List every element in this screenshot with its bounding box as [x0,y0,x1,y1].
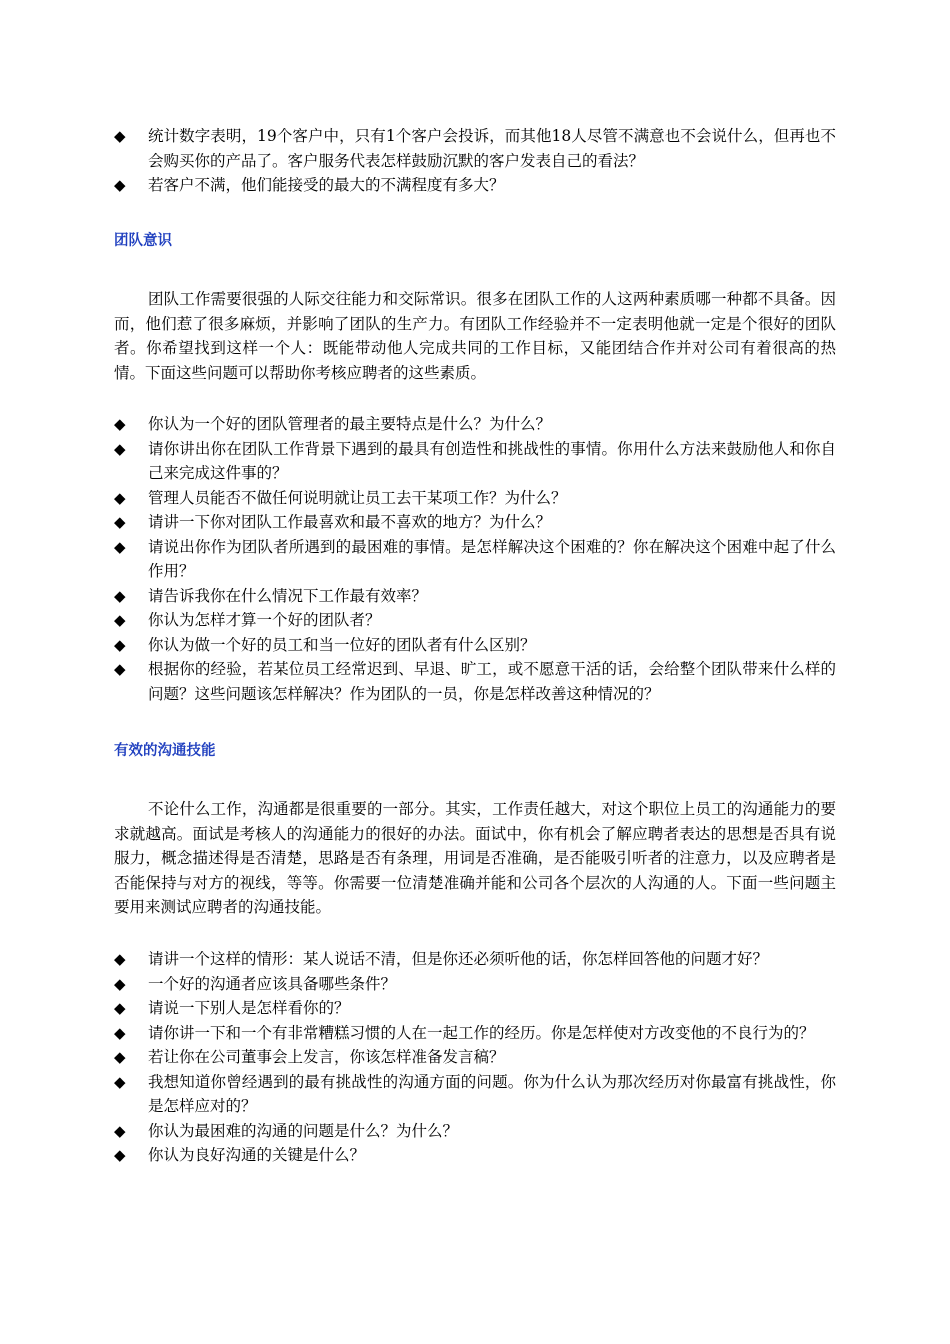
list-item-text: 若让你在公司董事会上发言，你该怎样准备发言稿？ [148,1048,505,1066]
diamond-bullet-icon: ◆ [114,1048,126,1066]
list-item-text: 我想知道你曾经遇到的最有挑战性的沟通方面的问题。你为什么认为那次经历对你最富有挑战性，你是怎样应对的？ [148,1072,836,1115]
list-item [114,1045,836,1070]
diamond-bullet-icon: ◆ [114,974,126,993]
list-item-text: 你认为做一个好的员工和当一位好的团队者有什么区别？ [148,635,536,654]
diamond-bullet-icon: ◆ [114,127,126,145]
diamond-bullet-icon: ◆ [114,1072,126,1091]
list-item [114,437,836,486]
diamond-bullet-icon: ◆ [114,537,126,556]
list-item [114,510,836,535]
section-heading-team: 团队意识 [114,233,172,249]
list-item-text: 一个好的沟通者应该具备哪些条件？ [148,974,397,993]
list-item-text: 请说一下别人是怎样看你的？ [148,999,350,1017]
list-item-text: 请你讲出你在团队工作背景下遇到的最具有创造性和挑战性的事情。你用什么方法来鼓励他人和你自己来完成这件事的？ [148,439,836,482]
diamond-bullet-icon: ◆ [114,611,126,629]
list-item [114,657,836,706]
diamond-bullet-icon: ◆ [114,660,126,678]
list-item [114,412,836,437]
communication-question-list [114,947,836,1168]
list-item [114,972,836,997]
list-item-text: 请你讲一下和一个有非常糟糕习惯的人在一起工作的经历。你是怎样使对方改变他的不良行为的？ [148,1023,815,1042]
list-item-text: 请讲一个这样的情形：某人说话不清，但是你还必须听他的话，你怎样回答他的问题才好？ [148,950,769,968]
list-item-text: 请讲一下你对团队工作最喜欢和最不喜欢的地方？为什么？ [148,513,552,531]
diamond-bullet-icon: ◆ [114,999,126,1017]
diamond-bullet-icon: ◆ [114,488,126,507]
list-item-text: 若客户不满，他们能接受的最大的不满程度有多大？ [148,176,505,194]
diamond-bullet-icon: ◆ [114,176,126,194]
list-item-text: 请说出你作为团队者所遇到的最困难的事情。是怎样解决这个困难的？你在解决这个困难中起了什么作用？ [148,537,836,580]
list-item [114,1070,836,1119]
list-item [114,608,836,633]
list-item [114,535,836,584]
list-item [114,486,836,511]
diamond-bullet-icon: ◆ [114,1023,126,1042]
team-intro-paragraph: 团队工作需要很强的人际交往能力和交际常识。很多在团队工作的人这两种素质哪一种都不具备。因而，他们惹了很多麻烦，并影响了团队的生产力。有团队工作经验并不一定表明他就一定是个很好的团队者。你希望找到这样一个人：既能带动他人完成共同的工作目标，又能团结合作并对公司有着很高的热情。下面这些问题可以帮助你考核应聘者的这些素质。 [114,290,836,382]
list-item-text: 你认为最困难的沟通的问题是什么？为什么？ [148,1121,459,1140]
team-question-list [114,412,836,706]
list-item [114,1119,836,1144]
list-item-text: 你认为良好沟通的关键是什么？ [148,1146,366,1164]
list-item [114,124,836,173]
list-item-text: 管理人员能否不做任何说明就让员工去干某项工作？为什么？ [148,488,567,507]
diamond-bullet-icon: ◆ [114,1121,126,1140]
diamond-bullet-icon: ◆ [114,513,126,531]
list-item [114,173,836,198]
diamond-bullet-icon: ◆ [114,1146,126,1164]
list-item-text: 统计数字表明，19个客户中，只有1个客户会投诉，而其他18人尽管不满意也不会说什么，但再也不会购买你的产品了。客户服务代表怎样鼓励沉默的客户发表自己的看法？ [148,127,836,170]
list-item-text: 你认为怎样才算一个好的团队者？ [148,611,381,629]
intro-question-list [114,124,836,198]
diamond-bullet-icon: ◆ [114,439,126,458]
list-item-text: 请告诉我你在什么情况下工作最有效率？ [148,586,428,605]
list-item [114,584,836,609]
communication-intro-paragraph: 不论什么工作，沟通都是很重要的一部分。其实，工作责任越大，对这个职位上员工的沟通能力的要求就越高。面试是考核人的沟通能力的很好的办法。面试中，你有机会了解应聘者表达的思想是否具有说服力，概念描述得是否清楚，思路是否有条理，用词是否准确，是否能吸引听者的注意力，以及应聘者是否能保持与对方的视线，等等。你需要一位清楚准确并能和公司各个层次的人沟通的人。下面一些问题主要用来测试应聘者的沟通技能。 [114,800,836,916]
list-item [114,1021,836,1046]
list-item [114,947,836,972]
diamond-bullet-icon: ◆ [114,950,126,968]
list-item [114,1143,836,1168]
list-item-text: 你认为一个好的团队管理者的最主要特点是什么？为什么？ [148,415,552,433]
diamond-bullet-icon: ◆ [114,586,126,605]
list-item [114,633,836,658]
list-item-text: 根据你的经验，若某位员工经常迟到、早退、旷工，或不愿意干活的话，会给整个团队带来什么样的问题？这些问题该怎样解决？作为团队的一员，你是怎样改善这种情况的？ [148,660,836,703]
list-item [114,996,836,1021]
diamond-bullet-icon: ◆ [114,635,126,654]
section-heading-communication: 有效的沟通技能 [114,743,216,759]
diamond-bullet-icon: ◆ [114,415,126,433]
